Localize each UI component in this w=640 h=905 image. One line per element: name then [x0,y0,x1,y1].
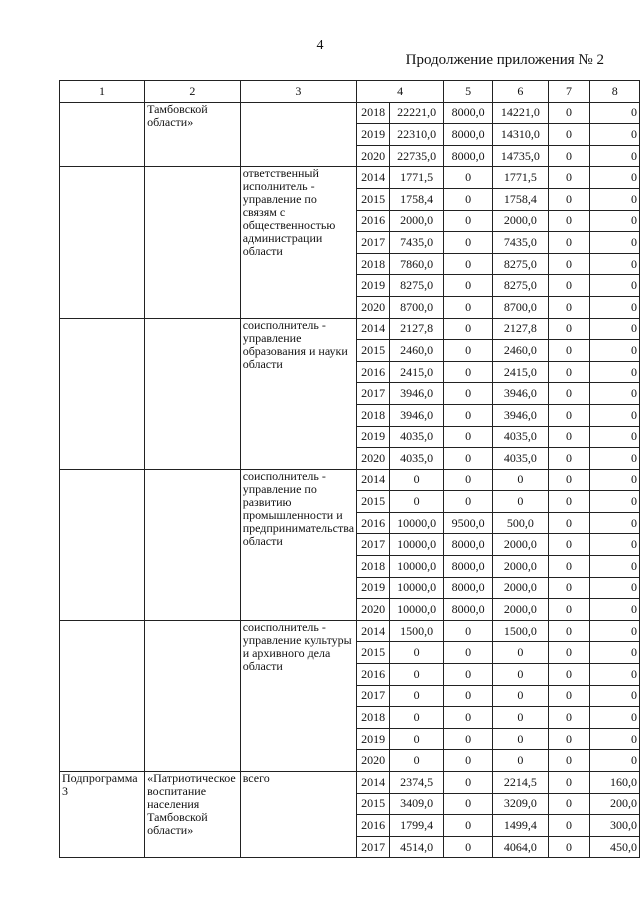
value-cell: 2127,8 [492,318,548,340]
value-cell: 0 [444,642,493,664]
year-cell: 2019 [357,426,390,448]
value-cell: 2000,0 [492,577,548,599]
value-cell: 1799,4 [390,815,444,837]
value-cell: 0 [590,707,640,729]
value-cell: 7435,0 [390,232,444,254]
table-row [60,318,640,340]
value-cell: 0 [590,664,640,686]
year-cell: 2020 [357,599,390,621]
year-cell: 2015 [357,340,390,362]
value-cell: 14735,0 [492,145,548,167]
group-c3-cell: соисполнитель - управление культуры и архивного дела области [240,620,356,771]
column-header-4: 4 [357,81,444,103]
group-c3-cell: всего [240,772,356,858]
year-cell: 2017 [357,836,390,858]
value-cell: 0 [590,577,640,599]
year-cell: 2020 [357,145,390,167]
year-cell: 2015 [357,491,390,513]
value-cell: 0 [548,728,590,750]
value-cell: 0 [444,836,493,858]
value-cell: 7435,0 [492,232,548,254]
value-cell: 0 [492,728,548,750]
value-cell: 22221,0 [390,102,444,124]
value-cell: 0 [590,210,640,232]
value-cell: 0 [548,188,590,210]
value-cell: 0 [444,685,493,707]
value-cell: 0 [590,469,640,491]
value-cell: 0 [590,253,640,275]
value-cell: 0 [548,102,590,124]
value-cell: 4035,0 [492,448,548,470]
value-cell: 0 [548,426,590,448]
value-cell: 8000,0 [444,124,493,146]
year-cell: 2016 [357,361,390,383]
value-cell: 7860,0 [390,253,444,275]
column-header-2: 2 [145,81,241,103]
year-cell: 2016 [357,210,390,232]
value-cell: 0 [548,599,590,621]
value-cell: 4035,0 [492,426,548,448]
value-cell: 0 [390,750,444,772]
header-row [60,81,640,103]
value-cell: 4035,0 [390,448,444,470]
value-cell: 0 [590,318,640,340]
value-cell: 0 [390,469,444,491]
value-cell: 0 [590,534,640,556]
value-cell: 0 [444,340,493,362]
value-cell: 0 [590,556,640,578]
year-cell: 2020 [357,750,390,772]
group-c1-cell: Подпрограмма 3 [60,772,145,858]
year-cell: 2017 [357,383,390,405]
value-cell: 0 [548,685,590,707]
year-cell: 2019 [357,577,390,599]
value-cell: 0 [590,750,640,772]
value-cell: 200,0 [590,793,640,815]
value-cell: 0 [590,491,640,513]
group-c3-cell: соисполнитель - управление по развитию промышленности и предпринимательства области [240,469,356,620]
year-cell: 2015 [357,642,390,664]
value-cell: 8700,0 [492,296,548,318]
group-c2-cell: Тамбовской области» [145,102,241,167]
group-c2-cell [145,620,241,771]
value-cell: 14310,0 [492,124,548,146]
value-cell: 1499,4 [492,815,548,837]
value-cell: 0 [548,167,590,189]
year-cell: 2014 [357,318,390,340]
group-c2-cell: «Патриотическое воспитание населения Тамбовской области» [145,772,241,858]
value-cell: 0 [548,512,590,534]
value-cell: 3946,0 [492,383,548,405]
group-c3-cell [240,102,356,167]
value-cell: 22310,0 [390,124,444,146]
value-cell: 0 [590,599,640,621]
value-cell: 3946,0 [390,404,444,426]
group-c2-cell [145,167,241,318]
value-cell: 0 [390,707,444,729]
group-c1-cell [60,318,145,469]
value-cell: 0 [590,124,640,146]
value-cell: 0 [444,361,493,383]
year-cell: 2014 [357,620,390,642]
value-cell: 0 [590,383,640,405]
value-cell: 10000,0 [390,534,444,556]
year-cell: 2019 [357,275,390,297]
year-cell: 2019 [357,728,390,750]
column-header-5: 5 [444,81,493,103]
year-cell: 2018 [357,102,390,124]
value-cell: 0 [444,491,493,513]
year-cell: 2018 [357,707,390,729]
value-cell: 0 [548,620,590,642]
value-cell: 0 [548,815,590,837]
value-cell: 0 [444,253,493,275]
value-cell: 0 [444,750,493,772]
value-cell: 0 [492,664,548,686]
value-cell: 0 [444,664,493,686]
value-cell: 0 [590,512,640,534]
value-cell: 3409,0 [390,793,444,815]
value-cell: 8000,0 [444,577,493,599]
value-cell: 8000,0 [444,556,493,578]
value-cell: 2127,8 [390,318,444,340]
value-cell: 0 [590,188,640,210]
value-cell: 10000,0 [390,512,444,534]
value-cell: 8000,0 [444,145,493,167]
value-cell: 0 [444,426,493,448]
value-cell: 0 [444,469,493,491]
value-cell: 10000,0 [390,599,444,621]
table-row [60,102,640,124]
column-header-3: 3 [240,81,356,103]
group-c1-cell [60,469,145,620]
year-cell: 2020 [357,296,390,318]
year-cell: 2019 [357,124,390,146]
value-cell: 0 [548,124,590,146]
year-cell: 2018 [357,556,390,578]
group-c2-cell [145,469,241,620]
year-cell: 2015 [357,188,390,210]
value-cell: 0 [590,448,640,470]
value-cell: 0 [590,642,640,664]
year-cell: 2015 [357,793,390,815]
group-c1-cell [60,102,145,167]
value-cell: 0 [444,620,493,642]
value-cell: 0 [548,642,590,664]
value-cell: 0 [590,426,640,448]
value-cell: 2000,0 [492,534,548,556]
value-cell: 1771,5 [492,167,548,189]
year-cell: 2017 [357,232,390,254]
value-cell: 0 [444,188,493,210]
value-cell: 2000,0 [390,210,444,232]
value-cell: 2000,0 [492,210,548,232]
value-cell: 0 [590,404,640,426]
value-cell: 0 [548,340,590,362]
value-cell: 0 [444,793,493,815]
value-cell: 0 [590,296,640,318]
value-cell: 3946,0 [390,383,444,405]
value-cell: 0 [590,102,640,124]
value-cell: 2000,0 [492,599,548,621]
value-cell: 0 [444,707,493,729]
year-cell: 2014 [357,772,390,794]
year-cell: 2016 [357,664,390,686]
value-cell: 2415,0 [390,361,444,383]
value-cell: 4064,0 [492,836,548,858]
column-header-1: 1 [60,81,145,103]
value-cell: 0 [492,750,548,772]
value-cell: 3946,0 [492,404,548,426]
value-cell: 300,0 [590,815,640,837]
value-cell: 0 [492,491,548,513]
value-cell: 1758,4 [492,188,548,210]
value-cell: 10000,0 [390,577,444,599]
value-cell: 2460,0 [492,340,548,362]
value-cell: 0 [548,772,590,794]
group-c3-cell: соисполнитель - управление образования и науки области [240,318,356,469]
value-cell: 0 [590,167,640,189]
value-cell: 0 [590,685,640,707]
value-cell: 0 [548,836,590,858]
value-cell: 0 [590,620,640,642]
value-cell: 9500,0 [444,512,493,534]
group-c1-cell [60,620,145,771]
value-cell: 1500,0 [390,620,444,642]
value-cell: 0 [548,383,590,405]
value-cell: 0 [548,664,590,686]
year-cell: 2016 [357,512,390,534]
value-cell: 1771,5 [390,167,444,189]
year-cell: 2018 [357,404,390,426]
value-cell: 0 [390,664,444,686]
value-cell: 0 [444,296,493,318]
value-cell: 4514,0 [390,836,444,858]
value-cell: 2000,0 [492,556,548,578]
value-cell: 0 [590,361,640,383]
value-cell: 1500,0 [492,620,548,642]
value-cell: 8700,0 [390,296,444,318]
value-cell: 0 [548,750,590,772]
value-cell: 8000,0 [444,102,493,124]
group-c3-cell: ответственный исполнитель - управление по связям с общественностью администрации области [240,167,356,318]
value-cell: 0 [444,815,493,837]
value-cell: 0 [492,685,548,707]
value-cell: 0 [590,728,640,750]
value-cell: 0 [590,145,640,167]
value-cell: 160,0 [590,772,640,794]
value-cell: 0 [444,772,493,794]
value-cell: 0 [548,534,590,556]
value-cell: 0 [548,577,590,599]
value-cell: 0 [548,210,590,232]
value-cell: 0 [390,685,444,707]
value-cell: 22735,0 [390,145,444,167]
value-cell: 0 [548,361,590,383]
value-cell: 450,0 [590,836,640,858]
value-cell: 0 [548,707,590,729]
value-cell: 0 [444,448,493,470]
value-cell: 3209,0 [492,793,548,815]
year-cell: 2018 [357,253,390,275]
value-cell: 0 [492,707,548,729]
value-cell: 0 [390,491,444,513]
value-cell: 500,0 [492,512,548,534]
group-c1-cell [60,167,145,318]
page-number: 4 [316,38,324,53]
value-cell: 8000,0 [444,534,493,556]
value-cell: 0 [548,145,590,167]
value-cell: 2415,0 [492,361,548,383]
value-cell: 0 [444,728,493,750]
value-cell: 0 [444,318,493,340]
year-cell: 2014 [357,167,390,189]
value-cell: 0 [590,275,640,297]
value-cell: 8275,0 [390,275,444,297]
value-cell: 0 [492,642,548,664]
value-cell: 4035,0 [390,426,444,448]
value-cell: 8275,0 [492,253,548,275]
value-cell: 2214,5 [492,772,548,794]
value-cell: 0 [444,275,493,297]
value-cell: 0 [548,296,590,318]
value-cell: 0 [444,210,493,232]
value-cell: 0 [492,469,548,491]
value-cell: 2374,5 [390,772,444,794]
table-row [60,167,640,189]
value-cell: 0 [590,340,640,362]
value-cell: 0 [390,728,444,750]
value-cell: 0 [444,167,493,189]
value-cell: 2460,0 [390,340,444,362]
year-cell: 2014 [357,469,390,491]
value-cell: 1758,4 [390,188,444,210]
column-header-6: 6 [492,81,548,103]
appendix-continuation-title: Продолжение приложения № 2 [405,52,604,68]
value-cell: 14221,0 [492,102,548,124]
group-c2-cell [145,318,241,469]
year-cell: 2020 [357,448,390,470]
value-cell: 8275,0 [492,275,548,297]
year-cell: 2017 [357,534,390,556]
value-cell: 8000,0 [444,599,493,621]
value-cell: 10000,0 [390,556,444,578]
value-cell: 0 [548,469,590,491]
table-row [60,772,640,794]
column-header-8: 8 [590,81,640,103]
value-cell: 0 [444,232,493,254]
value-cell: 0 [548,232,590,254]
value-cell: 0 [548,491,590,513]
value-cell: 0 [590,232,640,254]
budget-table [59,80,640,858]
year-cell: 2017 [357,685,390,707]
value-cell: 0 [444,404,493,426]
year-cell: 2016 [357,815,390,837]
value-cell: 0 [548,793,590,815]
table-row [60,469,640,491]
value-cell: 0 [548,275,590,297]
value-cell: 0 [548,404,590,426]
value-cell: 0 [548,556,590,578]
table-row [60,620,640,642]
value-cell: 0 [548,318,590,340]
value-cell: 0 [390,642,444,664]
value-cell: 0 [548,448,590,470]
value-cell: 0 [548,253,590,275]
value-cell: 0 [444,383,493,405]
column-header-7: 7 [548,81,590,103]
